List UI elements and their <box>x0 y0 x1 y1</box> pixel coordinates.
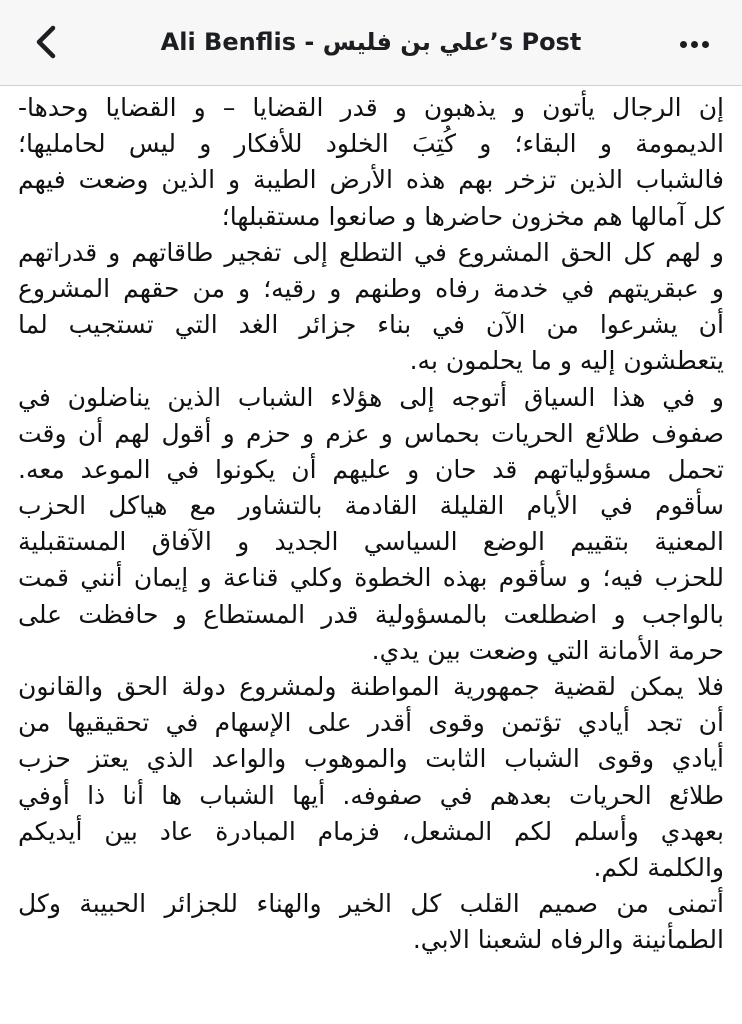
post-text-line: تحمل مسؤولياتهم قد حان و عليهم أن يكونوا في الموعد معه. <box>18 454 724 484</box>
post-text-line: بالواجب و اضطلعت بالمسؤولية قدر المستطاع و حافظت على <box>18 599 724 629</box>
post-text-line: الديمومة و البقاء؛ و كُتِبَ الخلود للأفكار و ليس لحامليها؛ <box>18 129 724 159</box>
post-text-line: حرمة الأمانة التي وضعت بين يدي. <box>371 635 724 665</box>
page-title: Ali Benflis - علي بن فليس’s Post <box>160 28 582 56</box>
post-text-line: سأقوم في الأيام القليلة القادمة بالتشاور مع هياكل الحزب <box>18 491 724 521</box>
back-button[interactable] <box>26 20 66 64</box>
post-text-line: طلائع الحريات بعدهم في صفوفه. أيها الشباب ها أنا ذا أوفي <box>18 780 724 810</box>
post-text-line: الطمأنينة والرفاه لشعبنا الابي. <box>412 925 724 955</box>
post-text-line: و لهم كل الحق المشروع في التطلع إلى تفجير طاقاتهم و قدراتهم <box>18 237 724 267</box>
post-text-line: أيادي وقوى الشباب الثابت والموهوب والواعد الذي يعتز حزب <box>18 744 724 774</box>
post-text-line: صفوف طلائع الحريات بحماس و عزم و حزم و أقول لهم أن وقت <box>18 418 724 448</box>
post-text-line: للحزب فيه؛ و سأقوم بهذه الخطوة وكلي قناعة و إيمان أنني قمت <box>18 563 724 593</box>
top-navigation-bar <box>0 0 742 86</box>
post-text-line: و عبقريتهم في خدمة رفاه وطنهم و رقيه؛ و من حقهم المشروع <box>18 273 724 303</box>
post-body <box>18 66 724 1024</box>
post-text <box>18 90 724 959</box>
post-text-line: فالشباب الذين تزخر بهم هذه الأرض الطيبة و الذين وضعت فيهم <box>18 165 724 195</box>
post-text-line: إن الرجال يأتون و يذهبون و قدر القضايا – و القضايا وحدها- <box>18 93 724 122</box>
post-text-line: يتعطشون إليه و ما يحلمون به. <box>409 346 724 376</box>
post-text-line: بعهدي وأسلم لكم المشعل، فزمام المبادرة عاد بين أيديكم <box>18 816 724 846</box>
chevron-left-icon <box>35 25 57 59</box>
post-text-line: و في هذا السياق أتوجه إلى هؤلاء الشباب الذين يناضلون في <box>18 382 724 412</box>
post-text-line: فلا يمكن لقضية جمهورية المواطنة ولمشروع دولة الحق والقانون <box>18 672 724 701</box>
post-text-line: والكلمة لكم. <box>593 852 724 882</box>
ellipsis-icon <box>678 33 711 52</box>
post-text-line: أن تجد أيادي تؤتمن وقوى أقدر على الإسهام في تحقيقيها من <box>18 708 724 738</box>
post-text-line: أن يشرعوا من الآن في بناء جزائر الغد التي تستجيب لما <box>18 310 724 340</box>
post-text-line: أتمنى من صميم القلب كل الخير والهناء للجزائر الحبيبة وكل <box>18 889 724 919</box>
post-text-line: المعنية بتقييم الوضع السياسي الجديد و الآفاق المستقبلية <box>18 527 724 557</box>
post-text-line: كل آمالها هم مخزون حاضرها و صانعوا مستقبلها؛ <box>221 201 724 231</box>
more-options-button[interactable] <box>672 22 716 62</box>
